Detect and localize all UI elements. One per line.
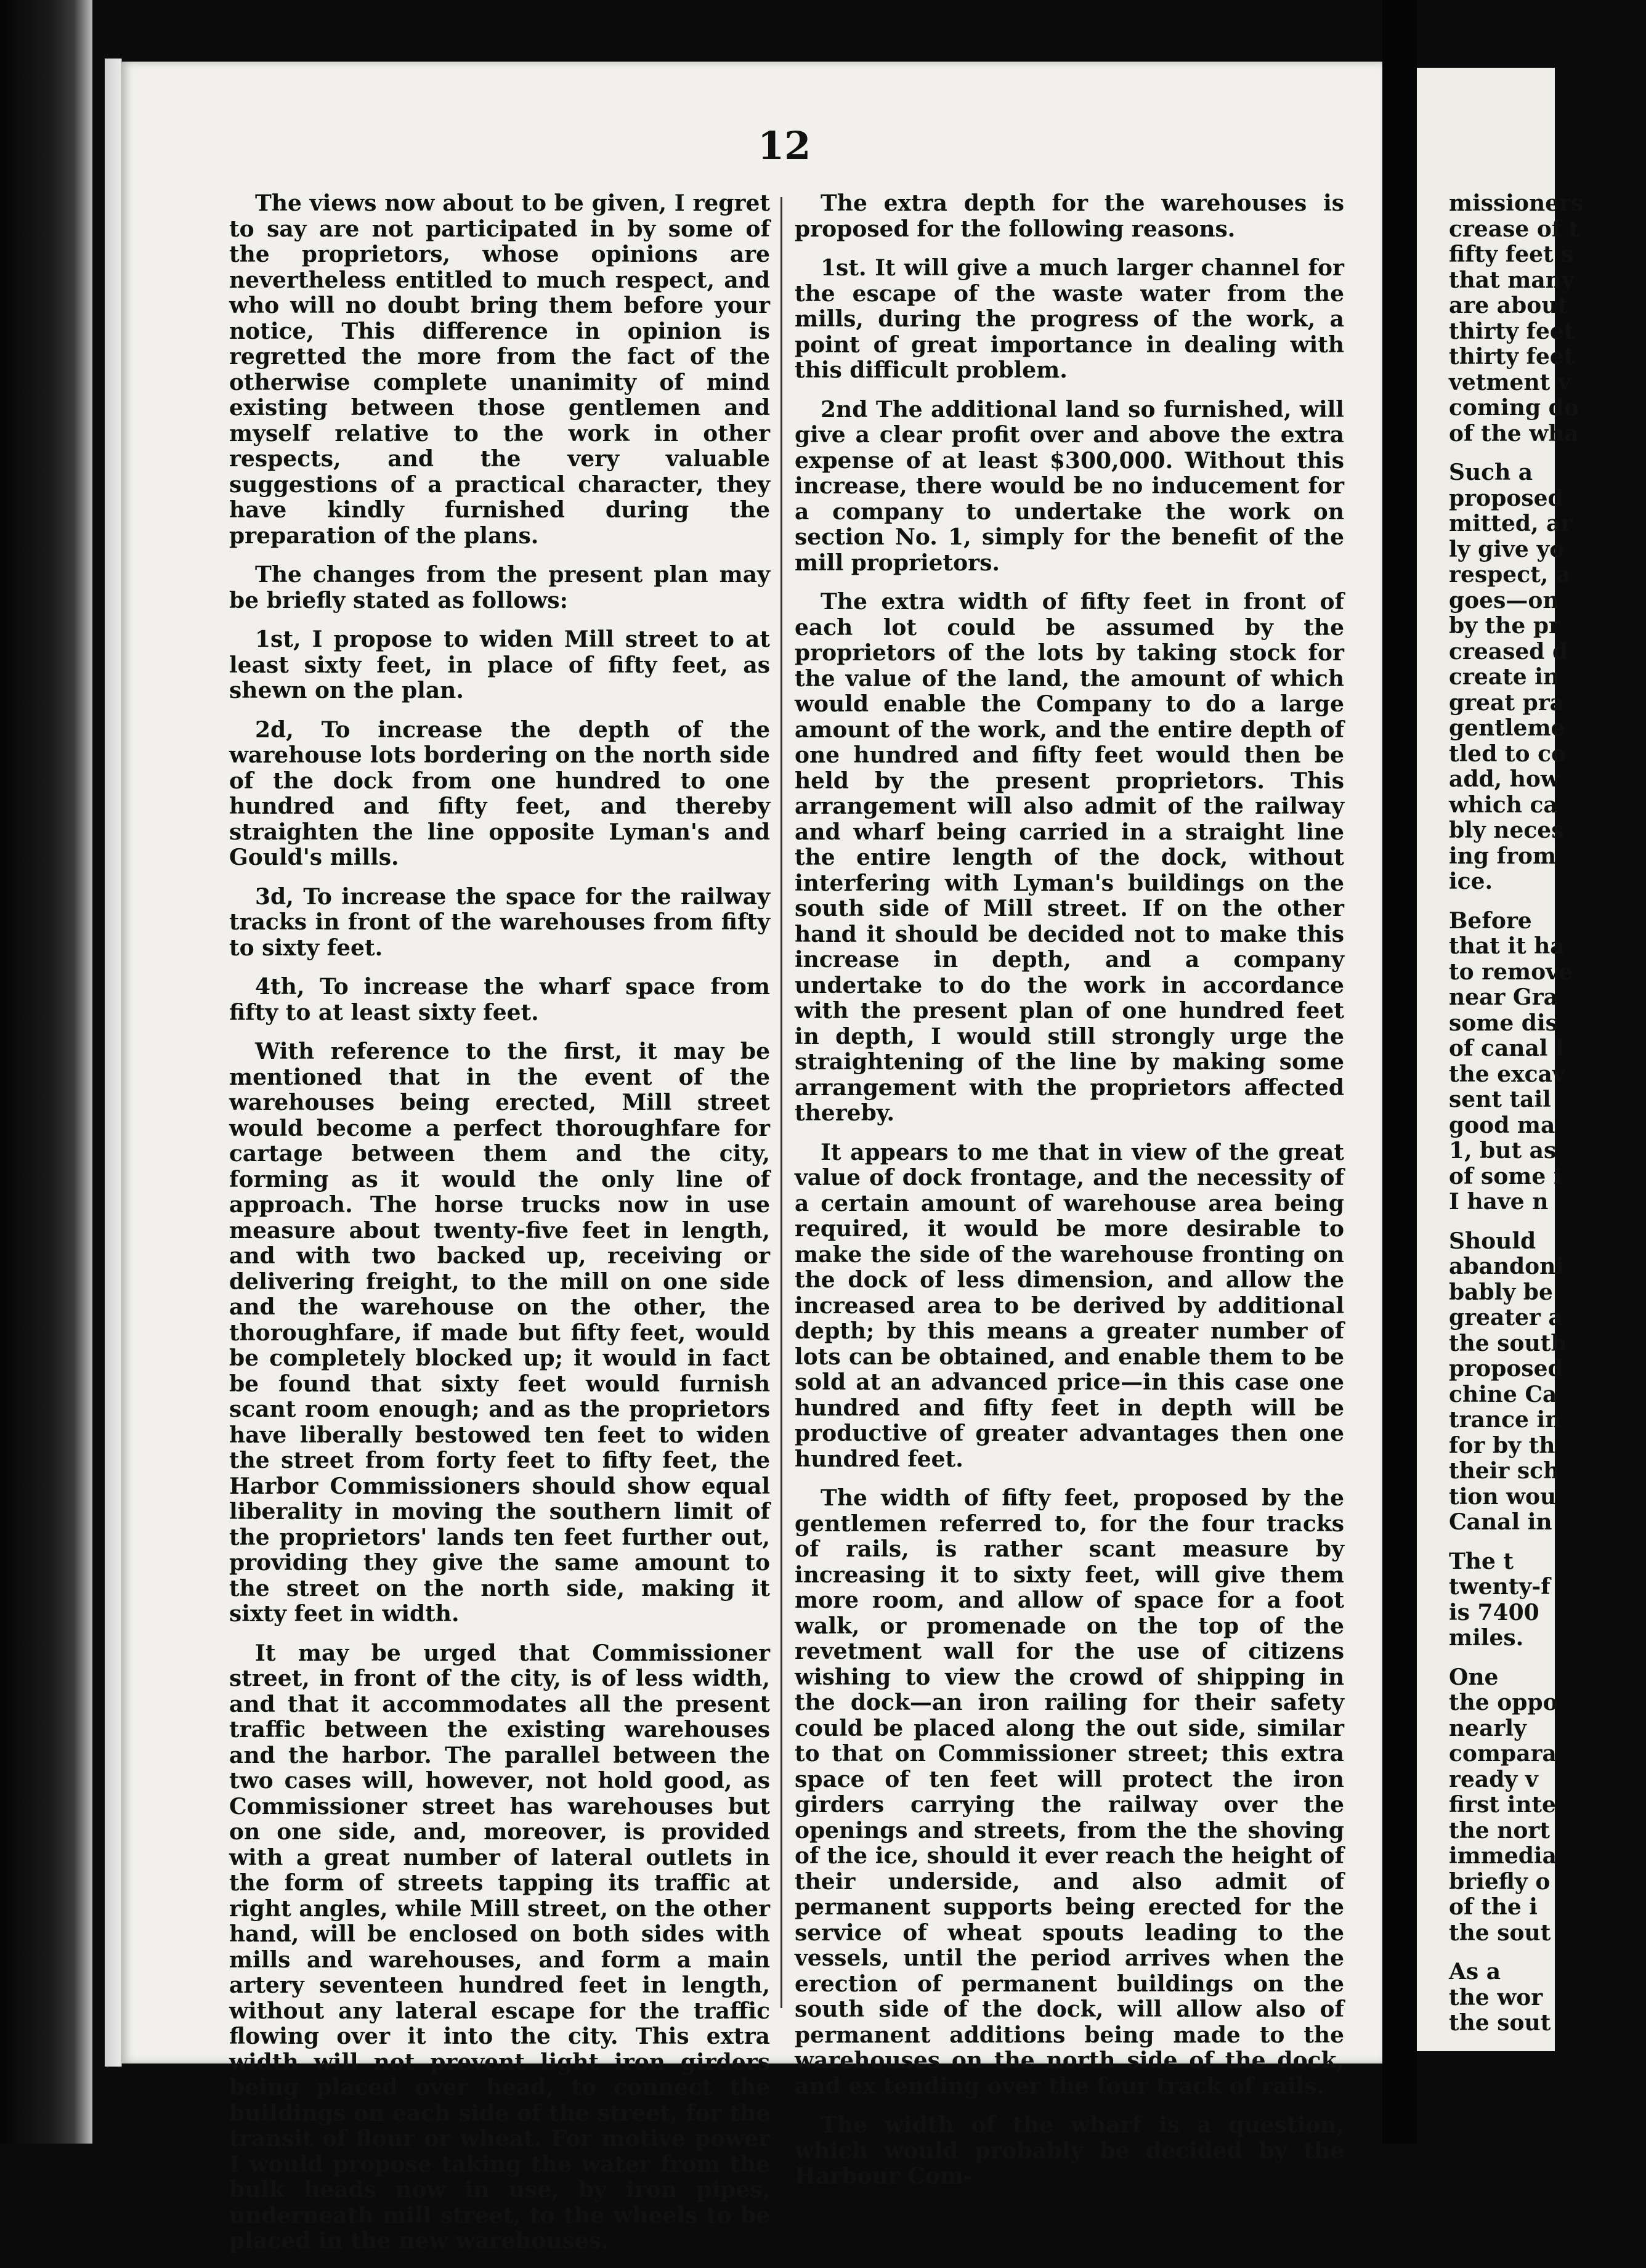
book-binding <box>0 0 92 2144</box>
facing-page-line: nearly <box>1449 1715 1526 1741</box>
facing-page-line: tled to co <box>1449 740 1567 767</box>
facing-page-line: ready v <box>1449 1766 1538 1792</box>
facing-page-line: abandoni <box>1449 1253 1565 1279</box>
facing-page-line: creased d <box>1449 638 1568 665</box>
facing-page-line: the sout <box>1449 2010 1551 2036</box>
facing-page-line: proposed <box>1449 1356 1563 1382</box>
paragraph: The views now about to be given, I regret to say are not participated in by some of the proprietors, whose opinions are nevertheless entitled to much respect, and who will no doubt bring them before your notice, This difference in opinion is regretted the more from the fact of the otherwise complete unanimity of mind existing between those gentlemen and myself relative to the work in other respects, and the very valuable suggestions of a practical character, they have kindly furnished during the preparation of the plans. <box>229 190 770 549</box>
facing-page-line: missioners <box>1449 190 1584 216</box>
page-gutter <box>1382 0 1417 2144</box>
facing-page-line: thirty feet <box>1449 318 1575 344</box>
paragraph: 1st. It will give a much larger channel for the escape of the waste water from the mills, during the progress of the work, a point of great importance in dealing with this difficult problem. <box>795 255 1344 383</box>
facing-page-line: their sch <box>1449 1458 1560 1484</box>
middle-column <box>795 191 1344 2203</box>
facing-page-line: Canal in <box>1449 1509 1552 1535</box>
facing-page-column <box>1449 191 1646 2036</box>
facing-page-line: 1, but as <box>1449 1138 1557 1164</box>
facing-page-line: One <box>1449 1664 1499 1690</box>
facing-page-line: The t <box>1449 1548 1514 1574</box>
paragraph: The width of fifty feet, proposed by the gentlemen referred to, for the four tracks of rails, is rather scant measure by increasing it to sixty feet, will give them more room, and allow of space for a foot walk, or promenade on the top of the revetment wall for the use of citizens wishing to view the crowd of shipping in the dock—an iron railing for their safety could be placed along the out side, similar to that on Commissioner street; this extra space of ten feet will protect the iron girders carrying the railway over the openings and streets, from the the shoving of the ice, should it ever reach the height of their underside, and also admit of permanent supports being erected for the service of wheat spouts leading to the vessels, until the period arrives when the erection of permanent buildings on the south side of the dock, will allow also of permanent additions being made to the warehouses on the north side of the dock, and ex tending over the four track of rails. <box>795 1485 1344 2099</box>
facing-page-line: Should <box>1449 1228 1536 1254</box>
paragraph: It appears to me that in view of the great value of dock frontage, and the necessity of a certain amount of warehouse area being required, it would be more desirable to make the side of the warehouse fronting on the dock of less dimension, and allow the increased area to be derived by additional depth; by this means a greater number of lots can be obtained, and enable them to be sold at an advanced price—in this case one hundred and fifty feet in depth will be productive of greater advantages then one hundred feet. <box>795 1139 1344 1472</box>
facing-page-line: the sout <box>1449 1919 1551 1946</box>
paragraph: 2nd The additional land so furnished, will give a clear profit over and above the extra expense of at least $300,000. Without this increase, there would be no inducement for a company to undertake the work on section No. 1, simply for the benefit of the mill proprietors. <box>795 396 1344 576</box>
facing-page-line: the excav <box>1449 1061 1565 1087</box>
facing-page-line: some dis <box>1449 1010 1558 1036</box>
paragraph: With reference to the first, it may be mentioned that in the event of the warehouses being erected, Mill street would become a perfect thoroughfare for cartage between them and the city, forming as it would the only line of approach. The horse trucks now in use measure about twenty-five feet in length, and with two backed up, receiving or delivering freight, to the mill on one side and the warehouse on the other, the thoroughfare, if made but fifty feet, would be completely blocked up; it would in fact be found that sixty feet would furnish scant room enough; and as the proprietors have liberally bestowed ten feet to widen the street from forty feet to fifty feet, the Harbor Commissioners should show equal liberality in moving the southern limit of the proprietors' lands ten feet further out, providing they give the same amount to the street on the north side, making it sixty feet in width. <box>229 1039 770 1627</box>
facing-page-line: of the i <box>1449 1894 1538 1920</box>
facing-page-line: is 7400 <box>1449 1599 1539 1626</box>
facing-page-line: which ca <box>1449 792 1558 818</box>
facing-page-line: goes—on <box>1449 587 1559 614</box>
facing-page-line: bably be <box>1449 1279 1553 1305</box>
facing-page-line: great pra <box>1449 689 1564 716</box>
column-divider <box>780 197 782 2008</box>
facing-page-line: good ma <box>1449 1112 1555 1138</box>
facing-page-line: by the pr <box>1449 613 1561 639</box>
paragraph: The extra width of fifty feet in front of each lot could be assumed by the proprietors of the lots by taking stock for the value of the land, the amount of which would enable the Company to do a large amount of the work, and the entire depth of one hundred and fifty feet would then be held by the present proprietors. This arrangement will also admit of the railway and wharf being carried in a straight line the entire length of the dock, without interfering with Lyman's buildings on the south side of Mill street. If on the other hand it should be decided not to make this increase in depth, and a company undertake to do the work in accordance with the present plan of one hundred feet in depth, I would still strongly urge the straightening of the line by making some arrangement with the proprietors affected thereby. <box>795 589 1344 1126</box>
facing-page-line: As a <box>1449 1959 1501 1985</box>
facing-page-line: I have n <box>1449 1189 1549 1215</box>
facing-page-line: first inte <box>1449 1792 1556 1818</box>
paragraph: 3d, To increase the space for the railway tracks in front of the warehouses from fifty to sixty feet. <box>229 883 770 961</box>
paragraph: 2d, To increase the depth of the warehouse lots bordering on the north side of the dock from one hundred to one hundred and fifty feet, and thereby straighten the line opposite Lyman's and Gould's mills. <box>229 716 770 870</box>
facing-page-line: tion wou <box>1449 1483 1557 1510</box>
facing-page-line: crease of t <box>1449 216 1579 242</box>
facing-page-line: ing from <box>1449 843 1557 869</box>
facing-page-line: create in <box>1449 664 1560 690</box>
paragraph: The changes from the present plan may be briefly stated as follows: <box>229 562 770 614</box>
facing-page-line: the wor <box>1449 1984 1543 2011</box>
facing-page-line: miles. <box>1449 1625 1524 1651</box>
paragraph: The width of the wharf is a question, which would probably be decided by the Harbour Com- <box>795 2112 1344 2189</box>
left-column <box>229 191 770 2268</box>
facing-page-line: Before <box>1449 907 1532 934</box>
facing-page-line: mitted, ar <box>1449 511 1573 537</box>
facing-page-line: the south <box>1449 1330 1567 1356</box>
facing-page-line: bly neces <box>1449 817 1564 843</box>
facing-page-line: greater a <box>1449 1305 1563 1330</box>
facing-page-line: gentleme <box>1449 715 1565 741</box>
page-edge <box>105 59 122 2067</box>
facing-page-line: fifty feet s <box>1449 241 1574 267</box>
facing-page-line: to remove <box>1449 958 1573 985</box>
facing-page-line: sent tail <box>1449 1087 1551 1112</box>
facing-page-line: thirty feet <box>1449 344 1575 370</box>
facing-page-line: of some i <box>1449 1163 1562 1189</box>
facing-page-line: that many <box>1449 267 1575 293</box>
facing-page-line: respect, a <box>1449 562 1571 588</box>
facing-page-line: twenty-f <box>1449 1574 1551 1600</box>
facing-page-line: briefly o <box>1449 1868 1551 1895</box>
facing-page-line: vetment v <box>1449 369 1571 395</box>
facing-page-line: for by th <box>1449 1432 1555 1459</box>
facing-page-line: near Gra <box>1449 984 1558 1010</box>
paragraph: The extra depth for the warehouses is proposed for the following reasons. <box>795 190 1344 242</box>
paragraph: 4th, To increase the wharf space from fifty to at least sixty feet. <box>229 974 770 1026</box>
facing-page-line: the nort <box>1449 1817 1551 1844</box>
facing-page-line: compara <box>1449 1741 1557 1767</box>
page-number: 12 <box>758 123 811 168</box>
facing-page-line: coming do <box>1449 395 1579 421</box>
facing-page-line: chine Ca <box>1449 1381 1557 1407</box>
facing-page-line: add, how <box>1449 766 1560 792</box>
facing-page-line: ice. <box>1449 869 1493 894</box>
facing-page-line: Such a <box>1449 460 1533 485</box>
facing-page-line: trance in <box>1449 1407 1562 1433</box>
facing-page-line: proposed <box>1449 485 1563 511</box>
facing-page-line: immedia <box>1449 1843 1557 1869</box>
facing-page-line: are about <box>1449 293 1568 318</box>
paragraph: 1st, I propose to widen Mill street to at least sixty feet, in place of fifty feet, as shewn on the plan. <box>229 626 770 703</box>
facing-page-line: that it ha <box>1449 933 1565 959</box>
facing-page-line: of canal l <box>1449 1035 1564 1061</box>
facing-page-line: the oppo <box>1449 1690 1558 1715</box>
facing-page-line: ly give yo <box>1449 536 1565 562</box>
facing-page-line: of the wha <box>1449 420 1579 447</box>
paragraph: It may be urged that Commissioner street, in front of the city, is of less width, and that it accommodates all the present traffic between the existing warehouses and the harbor. The parallel between the two cases will, however, not hold good, as Commissioner street has warehouses but on one side, and, moreover, is provided with a great number of lateral outlets in the form of streets tapping its traffic at right angles, while Mill street, on the other hand, will be enclosed on both sides with mills and warehouses, and form a main artery seventeen hundred feet in length, without any lateral escape for the traffic flowing over it into the city. This extra width will not prevent light iron girders being placed over head, to connect the buildings on each side of the street, for the transit of flour or wheat. For motive power I would propose taking the water from the bulk heads now in use, by iron pipes, underneath mill street, to the wheels to be placed in the new warehouses. <box>229 1640 770 2254</box>
